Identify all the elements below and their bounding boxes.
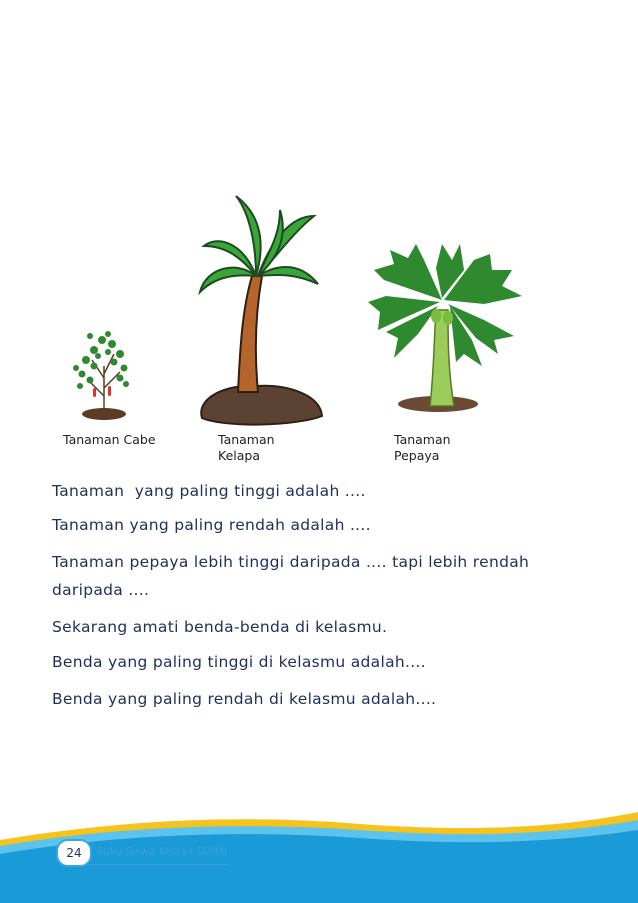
papaya-tree-image — [364, 240, 530, 418]
caption-coconut-line-1: Tanaman — [218, 432, 275, 447]
caption-chili — [63, 432, 156, 448]
caption-papaya-line-2: Pepaya — [394, 448, 440, 463]
caption-papaya — [394, 432, 451, 464]
papaya-tree-icon — [368, 244, 522, 412]
question-tallest-plant: Tanaman yang paling tinggi adalah .... — [52, 482, 366, 500]
question-shortest-plant: Tanaman yang paling rendah adalah .... — [52, 516, 371, 534]
question-papaya-compare-1: Tanaman pepaya lebih tinggi daripada .... tapi lebih rendah — [52, 553, 530, 571]
coconut-tree-icon — [200, 196, 322, 425]
caption-papaya-line-1: Tanaman — [394, 432, 451, 447]
book-title: Buku Siswa Kelas I SD/MI — [96, 846, 227, 858]
question-papaya-compare-2: daripada .... — [52, 581, 150, 599]
coconut-tree-image — [196, 180, 326, 430]
caption-coconut — [218, 432, 275, 464]
question-tallest-object: Benda yang paling tinggi di kelasmu adalah.... — [52, 653, 426, 671]
page-number: 24 — [56, 839, 92, 867]
footer-underline — [86, 864, 228, 865]
caption-chili-line-1: Tanaman Cabe — [63, 432, 156, 447]
question-shortest-object: Benda yang paling rendah di kelasmu adalah.... — [52, 690, 437, 708]
chili-plant-image — [64, 326, 146, 422]
caption-coconut-line-2: Kelapa — [218, 448, 260, 463]
chili-plant-icon — [73, 331, 129, 420]
instruction-observe-class: Sekarang amati benda-benda di kelasmu. — [52, 618, 388, 636]
